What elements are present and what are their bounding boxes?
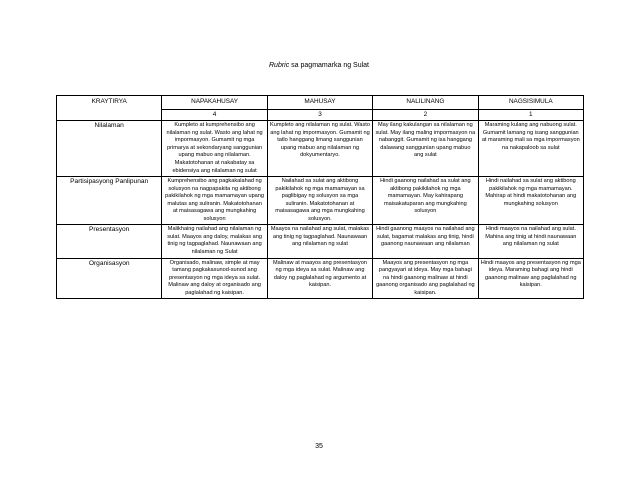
criterion-label: Organisasyon (57, 258, 162, 299)
table-cell: Hindi nailahad sa sulat ang aktibong pakikilahok ng mga mamamayan. Mahirap at hindi makatotohanan ang mungkahing solusyon (478, 177, 583, 225)
table-cell: Maraming kulang ang nabuong sulat. Gumamit lamang ng isang sanggunian at maraming mali sa mga impormasyon na nakapaloob sa sulat (478, 121, 583, 177)
title-rest: sa pagmamarka ng Sulat (289, 62, 369, 69)
table-cell: Malikhaing nailahad ang nilalaman ng sulat. Maayos ang daloy, malakas ang tinig ng tagpaglahad. Naunawaan ang nilalaman ng Sulat (162, 225, 267, 258)
score-2: 2 (373, 109, 478, 121)
table-cell: Kumpleto at kumprehensibo ang nilalaman ng sulat. Wasto ang lahat ng impormasyon. Gumamit ng mga primarya at sekondaryang sanggunian upang mabuo ang nilalaman. Makatotohanan at nakabatay sa ebidensiya ang nilalaman ng sulat (162, 121, 267, 177)
table-cell: Organisado, malinaw, simple at may tamang pagkakasunod-sunod ang presentasyon ng mga ideya sa sulat. Malinaw ang daloy at organisado ang paglalahad ng kaisipan. (162, 258, 267, 299)
score-1: 1 (478, 109, 583, 121)
table-cell: Maayos ang presentasyon ng mga pangyayari at ideya. May mga bahagi na hindi gaanong malinaw at hindi gaanong organisado ang paglalahad ng kaisipan. (373, 258, 478, 299)
header-row (57, 96, 584, 110)
table-row (57, 121, 584, 177)
table-row (57, 258, 584, 299)
score-4: 4 (162, 109, 267, 121)
score-3: 3 (267, 109, 372, 121)
table-cell: Nailahad sa sulat ang aktibong pakikilahok ng mga mamamayan sa paglibigay ng solusyon sa mga suliranin. Makatotohanan at maisasagawa ang mga mungkahing solusyon. (267, 177, 372, 225)
criterion-label: Partisipasyong Panlipunan (57, 177, 162, 225)
header-level-2: MAHUSAY (267, 96, 372, 110)
page-number: 35 (315, 443, 323, 450)
title-italic: Rubric (269, 62, 290, 69)
table-cell: Malinaw at maayos ang presentasyon ng mga ideya sa sulat. Malinaw ang daloy ng paglalahad ng argumento at kaisipan. (267, 258, 372, 299)
criterion-label: Nilalaman (57, 121, 162, 177)
table-cell: Kumprehensibo ang pagkakalahad ng solusyon na nagpapakita ng aktibong pakikilahok ng mga mamamayan upang malutas ang suliranin. Makatotohanan at maisasagawa ang mungkahing solusyon (162, 177, 267, 225)
criterion-label: Presentasyon (57, 225, 162, 258)
table-cell: May ilang kakulangan sa nilalaman ng sulat. May ilang maling impormasyon na nabanggit. Gumamit ng isa hanggang dalawang sanggunian upang mabuo ang sulat (373, 121, 478, 177)
table-cell: Hindi gaanong maayos na nailahad ang sulat, bagamat malakas ang tinig, hindi gaanong naunawaan ang nilalaman (373, 225, 478, 258)
table-row (57, 225, 584, 258)
rubric-table (56, 95, 584, 299)
table-cell: Hindi gaanong nailahad sa sulat ang aktibong pakikilahok ng mga mamamayan. May kahirapang maisakatuparan ang mungkahing solusyon (373, 177, 478, 225)
table-cell: Kumpleto ang nilalaman ng sulat. Wasto ang lahat ng impormasyon. Gumamit ng tatlo hanggang limang sanggunian upang mabuo ang nilalaman ng dokyumentaryo. (267, 121, 372, 177)
table-row (57, 177, 584, 225)
header-criteria: KRAYTIRYA (57, 96, 162, 121)
header-level-1: NAPAKAHUSAY (162, 96, 267, 110)
header-level-3: NALILINANG (373, 96, 478, 110)
page-title (0, 62, 638, 69)
table-cell: Hindi maayos ang presentasyon ng mga ideya. Maraming bahagi ang hindi gaanong malinaw ang paglalahad ng kaisipan. (478, 258, 583, 299)
table-cell: Maayos na nailahad ang sulat, malakas ang tinig ng tagpaglahad. Naunawaan ang nilalaman ng sulat (267, 225, 372, 258)
table-cell: Hindi maayos na nailahad ang sulat. Mahina ang tinig at hindi naunawaan ang nilalaman ng sulat (478, 225, 583, 258)
header-level-4: NAGSISIMULA (478, 96, 583, 110)
